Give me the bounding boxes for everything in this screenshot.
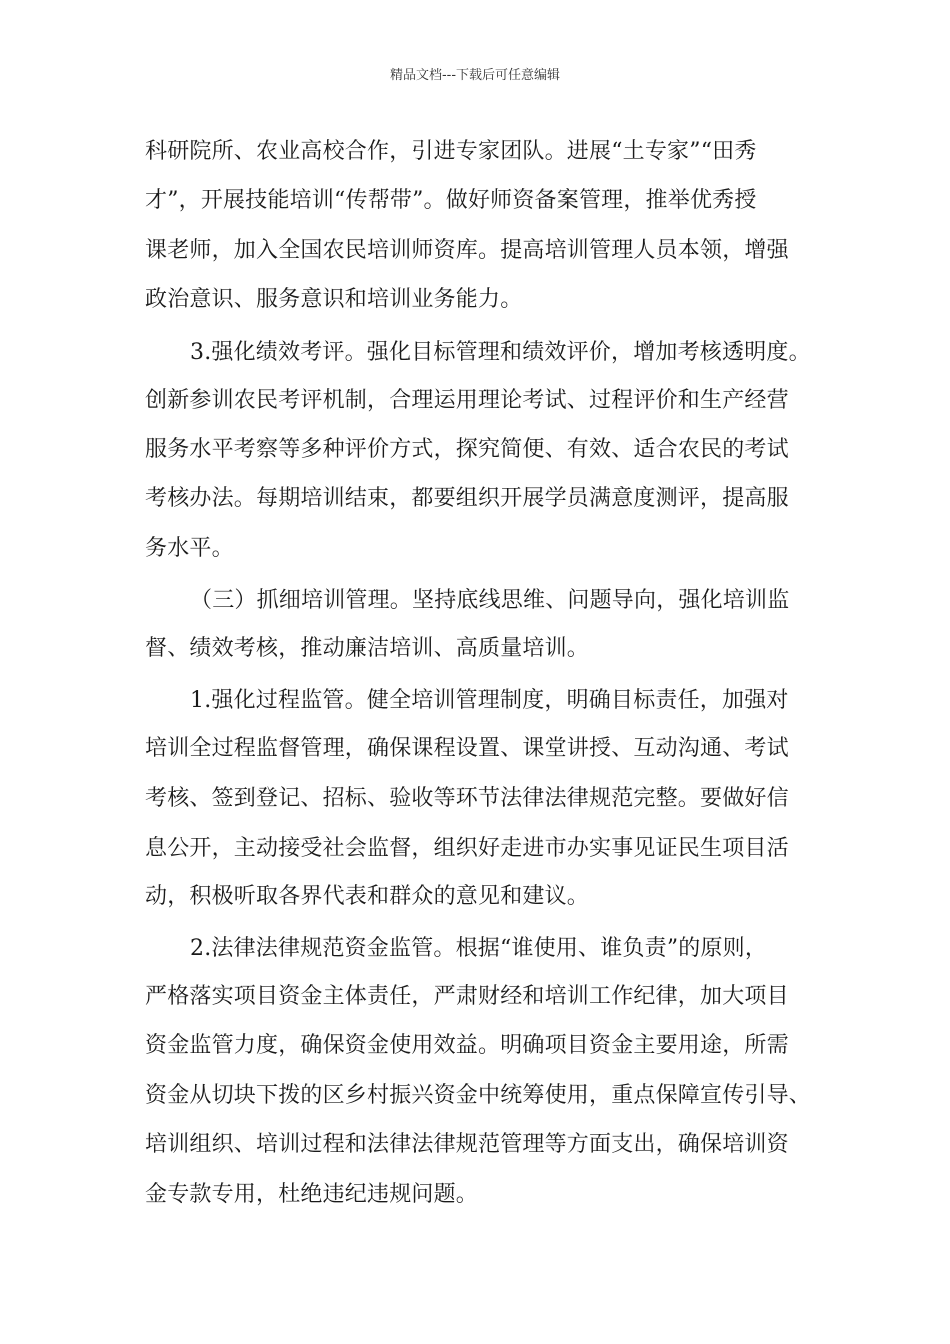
paragraph-start-line: 1.强化过程监管。健全培训管理制度，明确目标责任，加强对 (190, 688, 789, 713)
text-line: 科研院所、农业高校合作，引进专家团队。进展“土专家”“田秀 (145, 139, 757, 164)
text-line: 创新参训农民考评机制，合理运用理论考试、过程评价和生产经营 (145, 388, 789, 413)
text-line: 资金监管力度，确保资金使用效益。明确项目资金主要用途，所需 (145, 1033, 789, 1058)
text-line: 息公开，主动接受社会监督，组织好走进市办实事见证民生项目活 (145, 836, 789, 861)
text-line: 务水平。 (145, 536, 234, 561)
paragraph-start-line: 2.法律法律规范资金监管。根据“谁使用、谁负责”的原则， (190, 936, 768, 961)
text-line: 金专款专用，杜绝违纪违规问题。 (145, 1182, 479, 1207)
text-line: 培训全过程监督管理，确保课程设置、课堂讲授、互动沟通、考试 (145, 736, 789, 761)
text-line: 课老师，加入全国农民培训师资库。提高培训管理人员本领，增强 (145, 238, 789, 263)
text-line: 资金从切块下拨的区乡村振兴资金中统筹使用，重点保障宣传引导、 (145, 1083, 812, 1108)
text-line: 督、绩效考核，推动廉洁培训、高质量培训。 (145, 636, 590, 661)
text-line: 才”，开展技能培训“传帮带”。做好师资备案管理，推举优秀授 (145, 188, 757, 213)
text-line: 政治意识、服务意识和培训业务能力。 (145, 287, 523, 312)
text-line: 考核、签到登记、招标、验收等环节法律法律规范完整。要做好信 (145, 786, 789, 811)
paragraph-start-line: （三）抓细培训管理。坚持底线思维、问题导向，强化培训监 (190, 588, 790, 613)
paragraph-start-line: 3.强化绩效考评。强化目标管理和绩效评价，增加考核透明度。 (190, 340, 811, 365)
text-line: 培训组织、培训过程和法律法律规范管理等方面支出，确保培训资 (145, 1132, 789, 1157)
text-line: 严格落实项目资金主体责任，严肃财经和培训工作纪律，加大项目 (145, 984, 789, 1009)
text-line: 动，积极听取各界代表和群众的意见和建议。 (145, 884, 590, 909)
text-line: 服务水平考察等多种评价方式，探究简便、有效、适合农民的考试 (145, 437, 789, 462)
page-header: 精品文档---下载后可任意编辑 (389, 68, 561, 83)
text-line: 考核办法。每期培训结束，都要组织开展学员满意度测评，提高服 (145, 486, 789, 511)
